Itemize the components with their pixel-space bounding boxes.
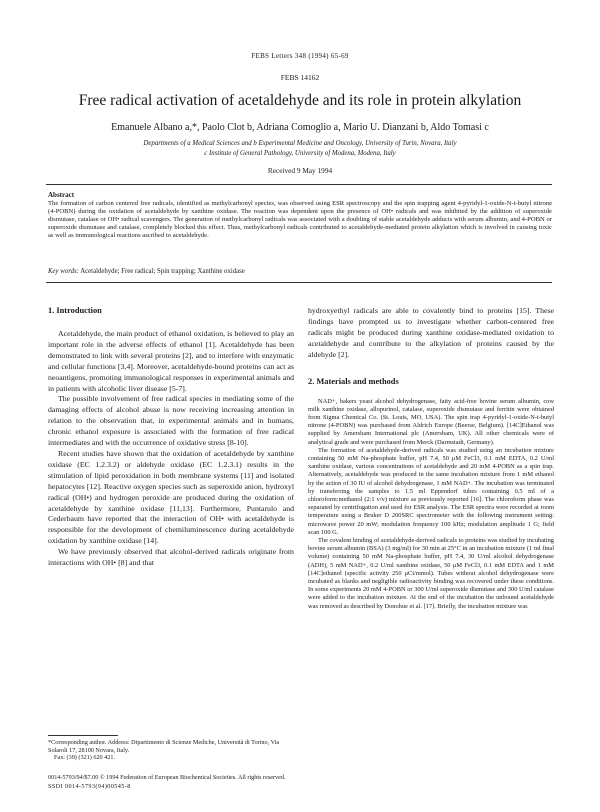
section-heading-methods: 2. Materials and methods [308,376,399,386]
article-title: Free radical activation of acetaldehyde and its role in protein alkylation [78,92,522,109]
abstract-bottom-rule [46,282,552,283]
keywords-text: Acetaldehyde; Free radical; Spin trapping; Xanthine oxidase [80,268,245,275]
footnote-address: *Corresponding author. Address: Dipartimento di Scienze Mediche, Università di Torino, Via Solaroli 17, 28100 Novara, Italy. [48,739,280,754]
left-column [48,306,294,569]
affiliation-line-1: Departments of a Medical Sciences and b Experimental Medicine and Oncology, University of Turin, Novara, Italy [143,140,457,147]
journal-reference: FEBS Letters 348 (1994) 65-69 [251,52,349,60]
intro-paragraph-1: Acetaldehyde, the main product of ethanol oxidation, is believed to play an important role in the adverse effects of ethanol [1]. Acetaldehyde has been demonstrated to link with several proteins [2], and to interfere with enzymatic and cellular functions [3,4]. Moreover, acetaldehyde-bound proteins can act as neoantigens, promoting immunological responses in experimental animals and in patients with alcoholic liver disease [5-7]. [48,329,294,393]
febs-number: FEBS 14162 [280,73,320,82]
methods-paragraph-2: The formation of acetaldehyde-derived radicals was studied using an incubation mixture containing 50 mM Na-phosphate buffer, pH 7.4, 50 μM FeCl3, 0.1 mM EDTA, 0.2 U/ml xanthine oxidase, various concentrations of acetaldehyde and 20 mM 4-POBN as a spin trap. Alternatively, acetaldehyde was produced in the same incubation mixture from 1 mM ethanol by the action of 30 IU of alcohol dehydrogenase, 1 mM NAD+. The incubation was terminated by transferring the samples to 1.5 ml Eppendorf tubes containing 0.5 ml of a chloroform:methanol (2:1 v/v) mixture as previously reported [16]. The chloroform phase was separated by centrifugation and used for ESR analysis. The ESR spectra were recorded at room temperature using a Bruker D 200SRC spectrometer with the following instrument setting: microwave power 20 mW; modulation frequency 100 kHz; modulation amplitude 1 G; field scan 100 G. [308,446,554,536]
ssdi-line: SSDI 0014-5793(94)00545-8 [48,783,131,790]
received-date: Received 9 May 1994 [267,166,333,175]
right-column [308,306,554,611]
abstract-heading: Abstract [48,191,75,199]
affiliation-line-2: c Institute of General Pathology, University of Modena, Modena, Italy [204,150,396,157]
copyright-line: 0014-5793/94/$7.00 © 1994 Federation of European Biochemical Societies. All rights reserved. [48,774,286,781]
abstract-top-rule [46,184,552,185]
corresponding-author-footnote [48,739,294,762]
section-heading-introduction: 1. Introduction [48,306,102,315]
author-list: Emanuele Albano a,*, Paolo Clot b, Adriana Comoglio a, Mario U. Dianzani b, Aldo Tomasi c [111,122,489,133]
methods-paragraph-3: The covalent binding of acetaldehyde-derived radicals to proteins was studied by incubating bovine serum albumin (BSA) (3 mg/ml) for 30 min at 25°C in an incubation mixture (1 ml final volume) containing 50 mM Na-phosphate buffer, pH 7.4, 30 U/ml alcohol dehydrogenase (ADH), 5 mM NAD+, 0.2 U/ml xanthine oxidase, 50 μM FeCl3, 0.1 mM EDTA and 1 mM [14C]ethanol (specific activity 250 μCi/mmol). Tubes without alcohol dehydrogenase were incubated as blanks and negligible radioactivity binding was recovered under these conditions. In some experiments 20 mM 4-POBN or 300 U/ml superoxide dismutase and 300 U/ml catalase were added to the incubation mixture. At the end of the incubation the unbound acetaldehyde was removed as described by Donohue et al. [17]. Briefly, the incubation mixture was [308,536,554,610]
abstract-text: The formation of carbon centered free radicals, identified as methylcarbonyl species, was observed using ESR spectroscopy and the spin trapping agent 4-pyridyl-1-oxide-N-t-butyl nitrone (4-POBN) during the oxidation of acetaldehyde by xanthine oxidase. The reaction was dependent upon the presence of OH• radicals and was inhibited by the addition of superoxide dismutase, catalase or OH• radical scavengers. The generation of methylcarbonyl radicals was associated with a doubling of stable acetaldehyde adducts with serum albumin, and 4-POBN or superoxide dismutase and catalase, completely blocked this effect. Thus, methylcarbonyl radicals contributed to acetaldehyde-mediated protein alkylation which is involved in causing toxic as well as immunological reactions ascribed to acetaldehyde. [48,200,552,240]
intro-paragraph-2: The possible involvement of free radical species in mediating some of the damaging effects of alcohol abuse is now receiving increasing attention in relation to the observation that, in experimental animals and in humans, chronic ethanol exposure is associated with the formation of free radical intermediates and with the occurrence of oxidative stress [8-10]. [48,394,294,448]
intro-paragraph-4: We have previously observed that alcohol-derived radicals originate from interactions with OH• [8] and that [48,547,294,568]
footnote-rule [48,735,118,736]
keywords [48,268,552,275]
footnote-fax: Fax: (39) (321) 620 421. [54,754,116,762]
intro-paragraph-3: Recent studies have shown that the oxidation of acetaldehyde by xanthine oxidase (EC 1.2.3.2) or aldehyde oxidase (EC 1.2.3.1) results in the stimulation of lipid peroxidation in both membrane systems [11] and isolated hepatocytes [12]. Reactive oxygen species such as superoxide anion, hydroxyl radical (OH•) and hydrogen peroxide are produced during the oxidation of acetaldehyde by xanthine oxidase [11,13]. Furthermore, Puntarulo and Cederbaum have reported that the interaction of OH• with acetaldehyde is responsible for the development of chemiluminescence during acetaldehyde oxidation by xanthine oxidase [14]. [48,448,294,546]
keywords-label: Key words: [48,268,79,275]
methods-paragraph-1: NAD+, bakers yeast alcohol dehydrogenase, fatty acid-free bovine serum albumin, cow milk xanthine oxidase, allopurinol, catalase, superoxide dismutase and ferritin were obtained from Sigma Chemical Co. (St. Louis, MO, USA). The spin trap 4-pyridyl-1-oxide-N-t-butyl nitrone (4-POBN) was purchased from Aldrich Europe (Beerse, Belgium). [14C]Ethanol was supplied by Amersham International plc (Amersham, UK). All other chemicals were of analytical grade and were purchased from Merck (Darmstadt, Germany). [308,397,554,446]
intro-continuation: hydroxyethyl radicals are able to covalently bind to proteins [15]. These findings have prompted us to investigate whether carbon-centered free radicals might be produced during xanthine oxidase-mediated oxidation to acetaldehyde and contribute to the alkylation of proteins caused by the aldehyde [2]. [308,306,554,359]
